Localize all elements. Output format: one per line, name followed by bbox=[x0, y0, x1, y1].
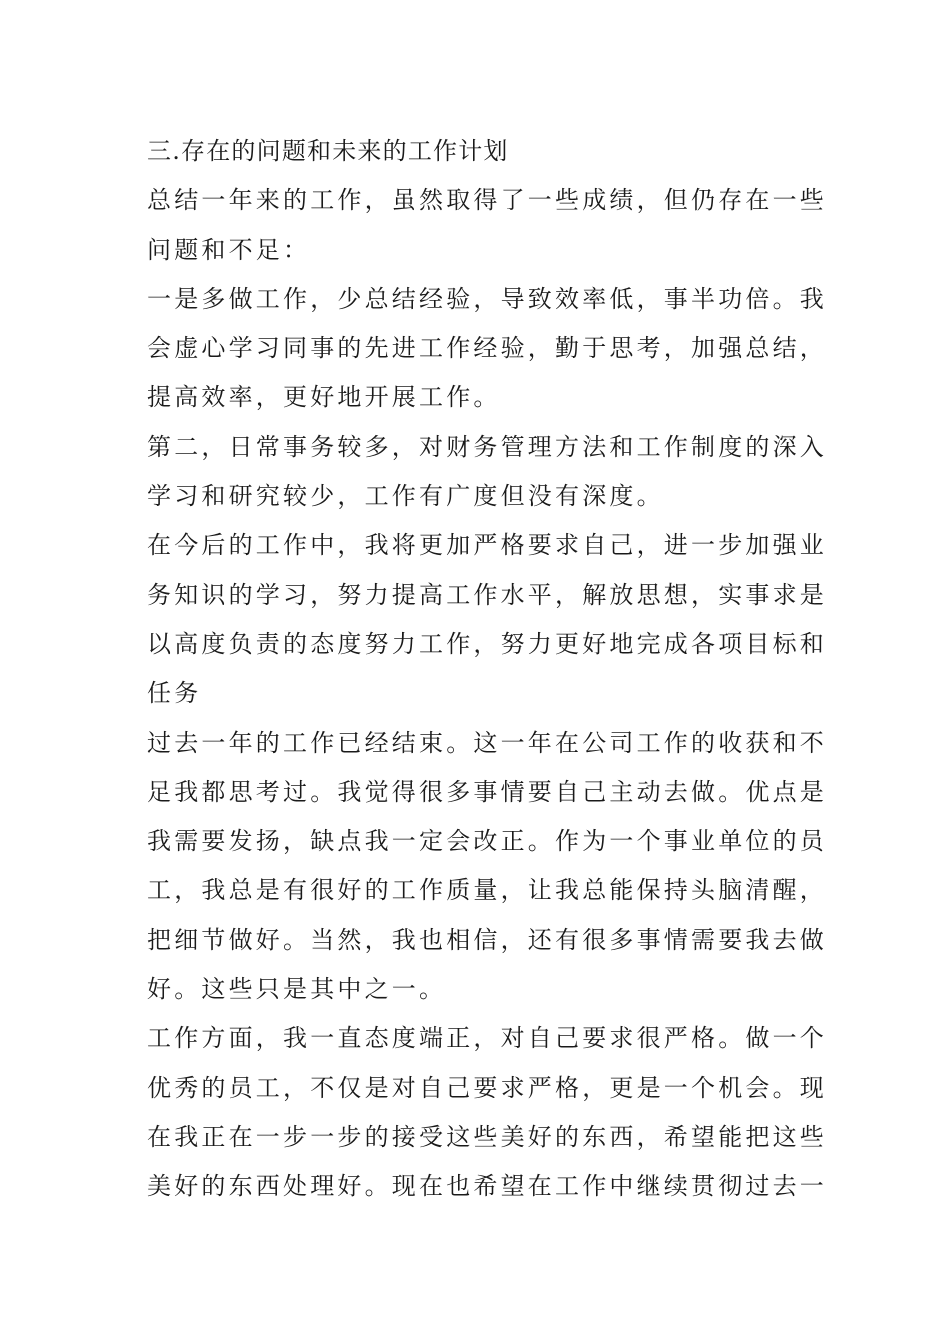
text-line: 在今后的工作中，我将更加严格要求自己，进一步加强业 bbox=[147, 531, 827, 560]
text-line: 工，我总是有很好的工作质量，让我总能保持头脑清醒， bbox=[147, 876, 827, 905]
text-line: 优秀的员工，不仅是对自己要求严格，更是一个机会。现 bbox=[147, 1073, 827, 1102]
text-line: 工作方面，我一直态度端正，对自己要求很严格。做一个 bbox=[147, 1024, 827, 1053]
text-line: 把细节做好。当然，我也相信，还有很多事情需要我去做 bbox=[147, 925, 827, 954]
text-line: 第二，日常事务较多，对财务管理方法和工作制度的深入 bbox=[147, 432, 827, 461]
text-line: 务知识的学习，努力提高工作水平，解放思想，实事求是 bbox=[147, 580, 827, 609]
text-line: 学习和研究较少，工作有广度但没有深度。 bbox=[147, 482, 664, 511]
text-line: 一是多做工作，少总结经验，导致效率低，事半功倍。我 bbox=[147, 284, 827, 313]
text-line: 我需要发扬，缺点我一定会改正。作为一个事业单位的员 bbox=[147, 827, 827, 856]
text-line: 好。这些只是其中之一。 bbox=[147, 975, 447, 1004]
text-line: 美好的东西处理好。现在也希望在工作中继续贯彻过去一 bbox=[147, 1172, 827, 1201]
text-line: 提高效率，更好地开展工作。 bbox=[147, 383, 501, 412]
text-line: 以高度负责的态度努力工作，努力更好地完成各项目标和 bbox=[147, 629, 827, 658]
text-line: 总结一年来的工作，虽然取得了一些成绩，但仍存在一些 bbox=[147, 186, 827, 215]
document-body bbox=[147, 127, 827, 1212]
text-line: 会虚心学习同事的先进工作经验，勤于思考，加强总结， bbox=[147, 334, 827, 363]
text-line: 过去一年的工作已经结束。这一年在公司工作的收获和不 bbox=[147, 728, 827, 757]
text-line: 任务 bbox=[147, 679, 202, 708]
text-line: 问题和不足： bbox=[147, 235, 311, 264]
text-line: 足我都思考过。我觉得很多事情要自己主动去做。优点是 bbox=[147, 777, 827, 806]
section-heading: 三.存在的问题和未来的工作计划 bbox=[147, 137, 509, 165]
text-line: 在我正在一步一步的接受这些美好的东西，希望能把这些 bbox=[147, 1122, 827, 1151]
